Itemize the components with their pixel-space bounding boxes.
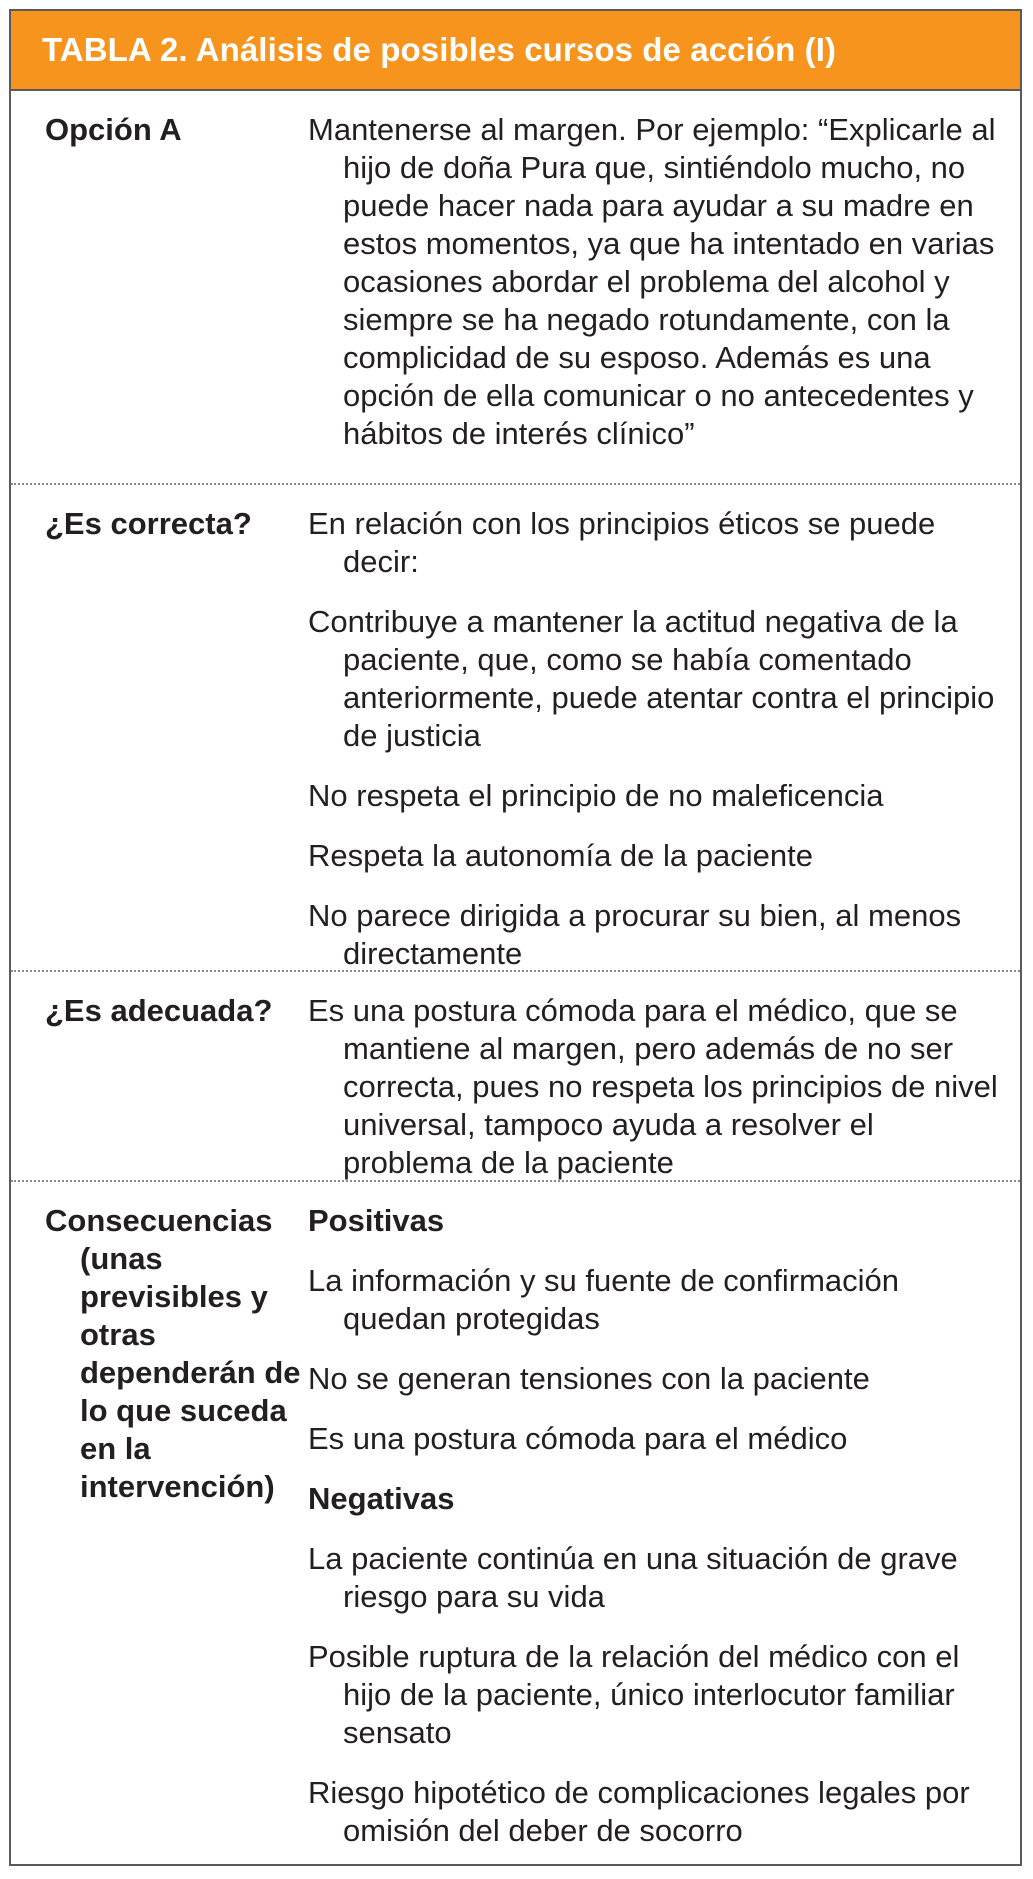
analysis-table xyxy=(9,9,1022,1866)
row-label-es-correcta: ¿Es correcta? xyxy=(45,506,252,541)
negative-heading: Negativas xyxy=(308,1481,455,1516)
list-item: Posible ruptura de la relación del médico con el hijo de la paciente, único interlocutor familiar sensato xyxy=(308,1639,960,1750)
list-item: La paciente continúa en una situación de grave riesgo para su vida xyxy=(308,1541,958,1614)
option-a-description: Mantenerse al margen. Por ejemplo: “Explicarle al hijo de doña Pura que, sintiéndolo mucho, no puede hacer nada para ayudar a su madre en estos momentos, ya que ha intentado en varias ocasiones abordar el problema del alcohol y siempre se ha negado rotundamente, con la complicidad de su esposo. Además es una opción de ella comunicar o no antecedentes y hábitos de interés clínico” xyxy=(308,112,996,451)
list-item: La información y su fuente de confirmación quedan protegidas xyxy=(308,1263,900,1336)
list-item: Es una postura cómoda para el médico, que se mantiene al margen, pero además de no ser correcta, pues no respeta los principios de nivel universal, tampoco ayuda a resolver el problema de la paciente xyxy=(308,993,998,1180)
list-item: Contribuye a mantener la actitud negativa de la paciente, que, como se había comentado anteriormente, puede atentar contra el principio de justicia xyxy=(308,604,995,753)
list-item: Es una postura cómoda para el médico xyxy=(308,1421,848,1456)
row-label-consecuencias: Consecuencias (unas previsibles y otras dependerán de lo que suceda en la intervención) xyxy=(45,1203,301,1504)
row-label-es-adecuada: ¿Es adecuada? xyxy=(45,993,273,1028)
positive-heading: Positivas xyxy=(308,1203,445,1238)
row-content-option-a xyxy=(308,91,1020,483)
row-content-es-correcta xyxy=(308,485,1020,970)
list-item: Riesgo hipotético de complicaciones legales por omisión del deber de socorro xyxy=(308,1775,970,1848)
table-row-consecuencias xyxy=(11,1182,1020,1860)
table-row-es-correcta xyxy=(11,485,1020,972)
table-row-es-adecuada xyxy=(11,972,1020,1182)
table-header xyxy=(11,11,1020,91)
row-label-option-a: Opción A xyxy=(45,112,182,147)
list-item: No respeta el principio de no maleficencia xyxy=(308,778,884,813)
list-item: Respeta la autonomía de la paciente xyxy=(308,838,813,873)
table-title: TABLA 2. Análisis de posibles cursos de acción (I) xyxy=(42,31,837,68)
list-item: No parece dirigida a procurar su bien, al menos directamente xyxy=(308,898,962,971)
list-item: En relación con los principios éticos se puede decir: xyxy=(308,506,936,579)
row-content-es-adecuada xyxy=(308,972,1020,1180)
list-item: No se generan tensiones con la paciente xyxy=(308,1361,870,1396)
table-row-option-a xyxy=(11,91,1020,485)
row-content-consecuencias xyxy=(308,1182,1020,1860)
